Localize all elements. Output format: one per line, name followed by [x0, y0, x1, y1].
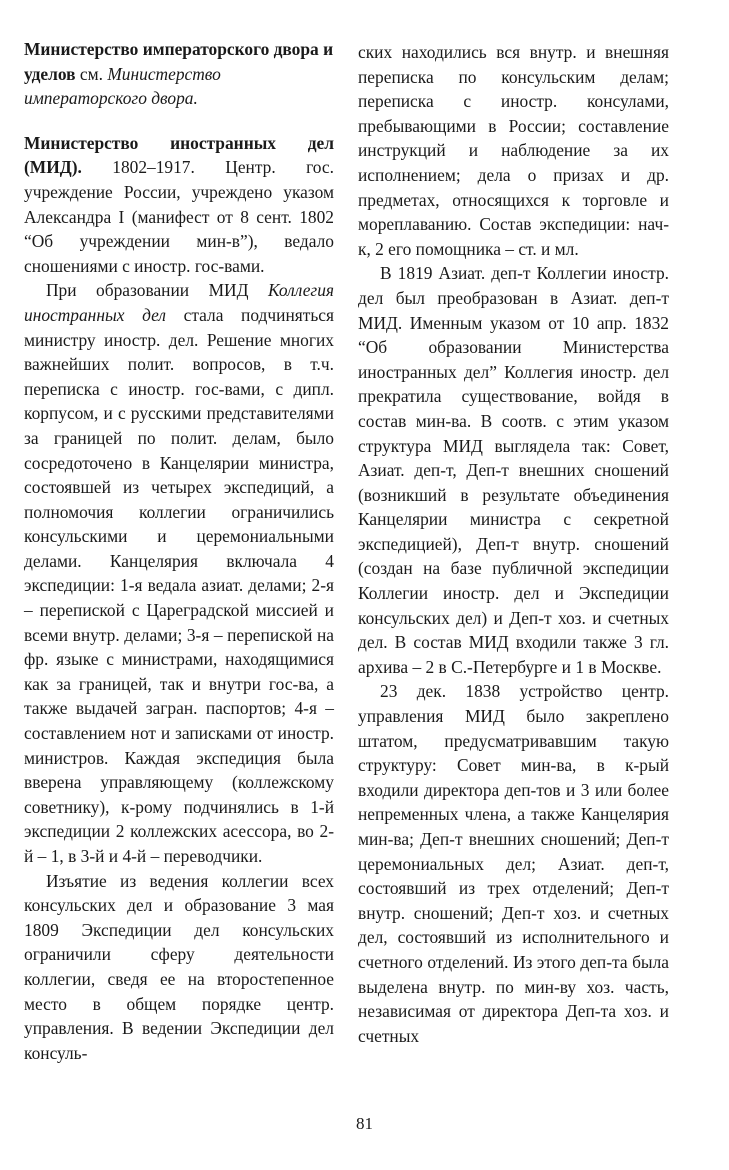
- paragraph: В 1819 Азиат. деп-т Коллегии иностр. дел был преобразован в Азиат. деп-т МИД. Именным указом от 10 апр. 1832 “Об образовании Министерства иностранных дел” Коллегия иностр. дел прекратила существование, войдя в состав мин-ва. В соотв. с этим указом структура МИД выглядела так: Совет, Азиат. деп-т, Деп-т внешних сношений (возникший в результате объединения Канцелярии министра с секретной экспедицией), Деп-т внутр. сношений (создан на базе публичной экспедиции Коллегии иностр. дел и Экспедиции консульских дел) и Деп-т хоз. и счетных дел. В состав МИД входили также 3 гл. архива – 2 в С.-Петербурге и 1 в Москве.: [358, 263, 669, 677]
- page-number: 81: [356, 1114, 373, 1133]
- paragraph: 23 дек. 1838 устройство центр. управления МИД было закреплено штатом, предусматривавшим такую структуру: Совет мин-ва, в к-рый входили директора деп-тов и 3 или более непременных члена, а также Канцелярия мин-ва; Деп-т внешних сношений; Деп-т церемониальных дел; Азиат. деп-т, состоявший из трех отделений; Деп-т внутр. сношений; Деп-т хоз. и счетных дел, состоявший из исполнительного и счетного отделений. Из этого деп-та была выделена внутр. по мин-ву хоз. часть, независимая от директора Деп-та хоз. и счетных: [358, 681, 669, 1046]
- entry-title: Министерство иностранных дел (МИД).: [24, 132, 334, 178]
- cross-reference-target: Министерство императорского двора.: [24, 63, 221, 109]
- entry-imperial-court: [24, 37, 334, 111]
- entry-foreign-affairs: [24, 131, 334, 279]
- cross-reference-target: Коллегия иностранных дел: [24, 280, 334, 325]
- entry-intro: 1802–1917. Центр. гос. учреждение России, учреждено указом Александра I (манифест от 8 сент. 1802 “Об учреждении мин-в”), ведало сношениями с иностр. гос-вами.: [24, 157, 334, 276]
- paragraph-start: При образовании МИД: [46, 280, 268, 301]
- left-column: [24, 37, 334, 1065]
- paragraph: Изъятие из ведения коллегии всех консульских дел и образование 3 мая 1809 Экспедиции дел консульских ограничили сферу деятельности коллегии, сведя ее на второстепенное место в общем порядке центр. управления. В ведении Экспедиции дел консуль-: [24, 870, 334, 1063]
- cross-reference-prefix: см.: [75, 63, 108, 84]
- entry-title: Министерство императорского двора и уделов: [24, 39, 334, 84]
- paragraph-rest: стала подчиняться министру иностр. дел. Решение многих важнейших полит. вопросов, в т.ч. переписка с иностр. гос-вами, с дипл. корпусом, и с русскими представителями за границей по полит. делам, было сосредоточено в Канцелярии министра, состоявшей из четырех экспедиций, а полномочия коллегии ограничились консульскими и церемониальными делами. Канцелярия включала 4 экспедиции: 1-я ведала азиат. делами; 2-я – перепиской с Цареградской миссией и всеми внутр. делами; 3-я – перепиской на фр. языке с министрами, находящимися как за границей, так и внутри гос-ва, а также выдачей загран. паспортов; 4-я – составлением нот и записками от иностр. министров. Каждая экспедиция была вверена управляющему (коллежскому советнику), к-рому подчинялись в 1-й экспедиции 2 коллежских асессора, во 2-й – 1, в 3-й и 4-й – переводчики.: [24, 304, 335, 866]
- paragraph-continuation: ских находились вся внутр. и внешняя переписка по консульским делам; переписка с иностр. консулами, пребывающими в России; составление инструкций и наблюдение за их исполнением; дела о призах и др. предметах, относящихся к торговле и мореплаванию. Состав экспедиции: нач-к, 2 его помощника – ст. и мл.: [358, 42, 669, 259]
- paragraph: [24, 278, 334, 868]
- right-column: [358, 40, 669, 1048]
